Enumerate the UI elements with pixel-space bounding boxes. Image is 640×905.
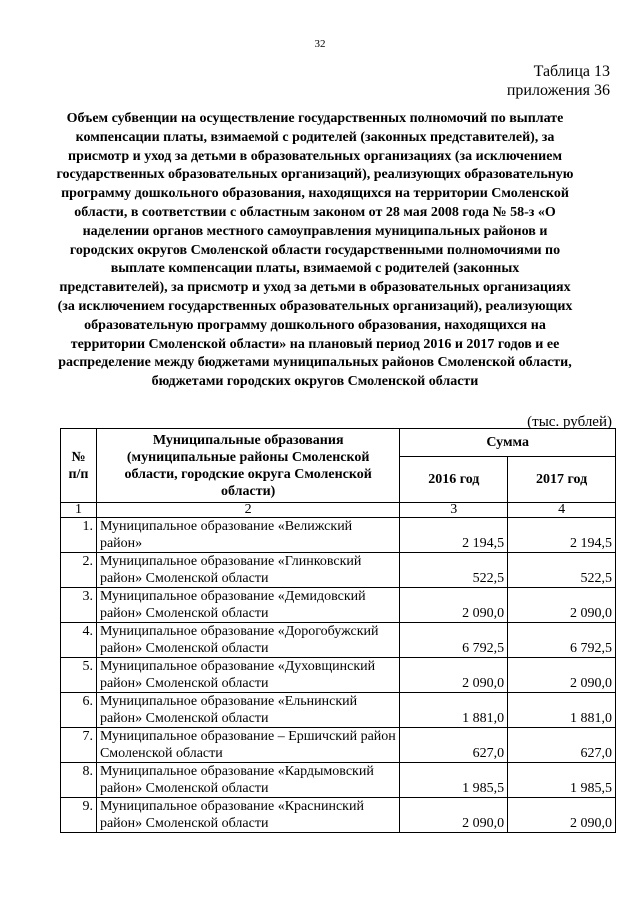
header-year-2016: 2016 год <box>400 457 508 503</box>
table-reference <box>507 62 610 100</box>
row-number: 6. <box>61 693 97 728</box>
table-row <box>61 518 616 553</box>
header-num: № п/п <box>61 429 97 503</box>
municipality-name: Муниципальное образование «Кардымовский район» Смоленской области <box>96 763 399 798</box>
header-sum: Сумма <box>400 429 616 457</box>
index-cell: 3 <box>400 503 508 518</box>
row-number: 1. <box>61 518 97 553</box>
municipality-name: Муниципальное образование «Демидовский район» Смоленской области <box>96 588 399 623</box>
value-2017: 2 090,0 <box>508 588 616 623</box>
value-2016: 6 792,5 <box>400 623 508 658</box>
table-reference-line1: Таблица 13 <box>533 63 610 80</box>
value-2017: 1 881,0 <box>508 693 616 728</box>
table-reference-line2: приложения 36 <box>506 82 610 99</box>
municipality-name: Муниципальное образование «Глинковский район» Смоленской области <box>96 553 399 588</box>
value-2016: 627,0 <box>400 728 508 763</box>
index-cell: 4 <box>508 503 616 518</box>
value-2017: 2 090,0 <box>508 798 616 833</box>
index-cell: 1 <box>61 503 97 518</box>
value-2016: 2 090,0 <box>400 798 508 833</box>
value-2017: 1 985,5 <box>508 763 616 798</box>
document-title: Объем субвенции на осуществление государственных полномочий по выплате компенсации платы, взимаемой с родителей (законных представителей), за присмотр и уход за детьми в образовательных организациях (за исключением государственных образовательных организаций), реализующих образовательную программу дошкольного образования, находящихся на территории Смоленской области, в соответствии с областным законом от 28 мая 2008 года № 58-з «О наделении органов местного самоуправления муниципальных районов и городских округов Смоленской области государственными полномочиями по выплате компенсации платы, взимаемой с родителей (законных представителей), за присмотр и уход за детьми в образовательных организациях (за исключением государственных образовательных организаций), реализующих образовательную программу дошкольного образования, находящихся на территории Смоленской области» на плановый период 2016 и 2017 годов и ее распределение между бюджетами муниципальных районов Смоленской области, бюджетами городских округов Смоленской области <box>56 111 574 390</box>
table-row <box>61 798 616 833</box>
page-number: 32 <box>314 38 326 50</box>
row-number: 5. <box>61 658 97 693</box>
row-number: 8. <box>61 763 97 798</box>
value-2017: 2 090,0 <box>508 658 616 693</box>
value-2017: 522,5 <box>508 553 616 588</box>
value-2017: 2 194,5 <box>508 518 616 553</box>
value-2016: 1 985,5 <box>400 763 508 798</box>
value-2016: 2 194,5 <box>400 518 508 553</box>
row-number: 7. <box>61 728 97 763</box>
table-row <box>61 763 616 798</box>
value-2017: 627,0 <box>508 728 616 763</box>
subvention-table <box>60 428 616 833</box>
table-row <box>61 553 616 588</box>
table-row <box>61 588 616 623</box>
header-municipality: Муниципальные образования (муниципальные районы Смоленской области, городские округа Смоленской области) <box>96 429 399 503</box>
table-row <box>61 623 616 658</box>
units-label: (тыс. рублей) <box>527 414 612 430</box>
value-2017: 6 792,5 <box>508 623 616 658</box>
value-2016: 2 090,0 <box>400 588 508 623</box>
table-row <box>61 658 616 693</box>
row-number: 3. <box>61 588 97 623</box>
index-cell: 2 <box>96 503 399 518</box>
row-number: 2. <box>61 553 97 588</box>
row-number: 9. <box>61 798 97 833</box>
table-row <box>61 728 616 763</box>
header-year-2017: 2017 год <box>508 457 616 503</box>
municipality-name: Муниципальное образование «Дорогобужский район» Смоленской области <box>96 623 399 658</box>
municipality-name: Муниципальное образование «Ельнинский район» Смоленской области <box>96 693 399 728</box>
municipality-name: Муниципальное образование – Ершичский район Смоленской области <box>96 728 399 763</box>
municipality-name: Муниципальное образование «Краснинский район» Смоленской области <box>96 798 399 833</box>
value-2016: 1 881,0 <box>400 693 508 728</box>
municipality-name: Муниципальное образование «Велижский район» <box>96 518 399 553</box>
value-2016: 522,5 <box>400 553 508 588</box>
value-2016: 2 090,0 <box>400 658 508 693</box>
table-row <box>61 693 616 728</box>
municipality-name: Муниципальное образование «Духовщинский район» Смоленской области <box>96 658 399 693</box>
row-number: 4. <box>61 623 97 658</box>
